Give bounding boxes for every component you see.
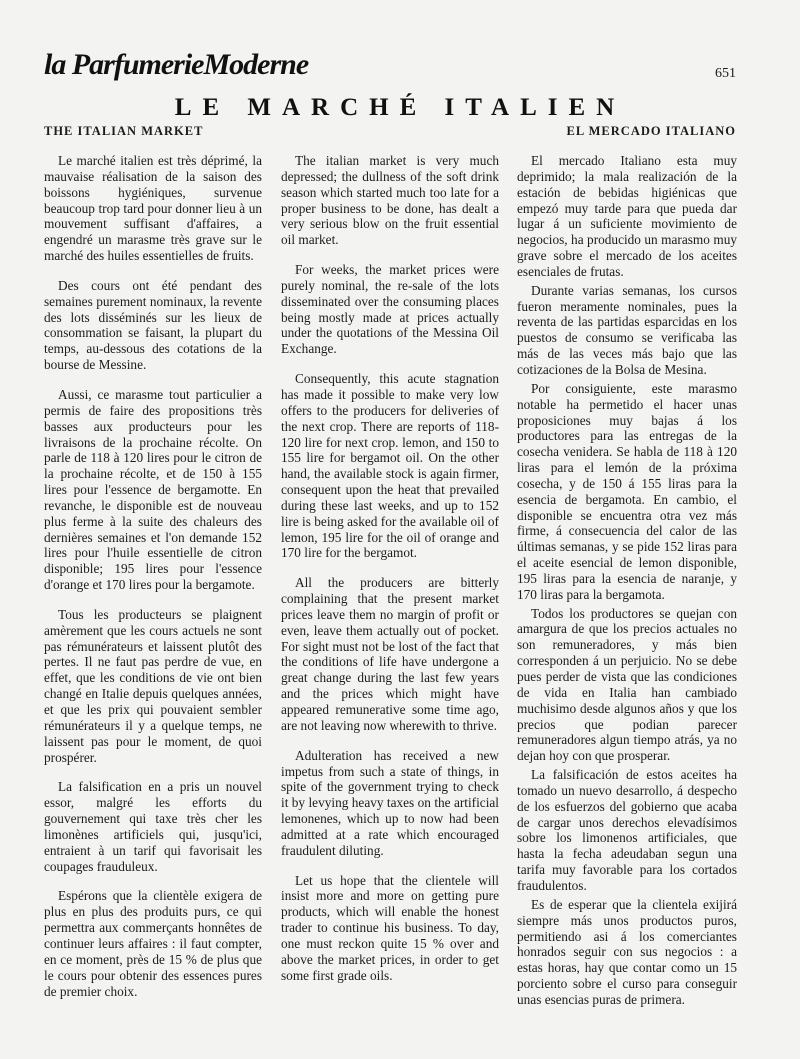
- paragraph: Espérons que la clientèle exigera de plus en plus des produits purs, ce qui permettra aux commerçants honnêtes de continuer leurs affaires : il faut compter, en ce moment, près de 15 % de plus que le cours pour obtenir des essences pures de premier choix.: [44, 888, 262, 999]
- paragraph: Adulteration has received a new impetus from such a state of things, in spite of the government trying to check it by levying heavy taxes on the artificial lemonenes, which up to now had been admitted at a rate which encouraged fraudulent diluting.: [281, 747, 499, 858]
- paragraph: For weeks, the market prices were purely nominal, the re-sale of the lots disseminated over the consuming places being mostly made at prices actually under the quotations of the Messina Oil Exchange.: [281, 262, 499, 357]
- masthead-logo: la ParfumerieModerne: [44, 48, 309, 81]
- paragraph: Aussi, ce marasme tout particulier a permis de faire des propositions très basses aux producteurs pour les livraisons de la prochaine récolte. On parle de 118 à 120 lires pour le citron de la prochaine récolte, et de 150 à 155 lires pour l'essence de bergamotte. En revanche, le disponible est de nouveau plus ferme à la suite des chaleurs des dernières semaines et l'on demande 152 lires pour l'huile essentielle de citron disponible; 195 lires pour l'essence d'orange et 170 lires pour la bergamote.: [44, 386, 262, 593]
- paragraph: The italian market is very much depressed; the dullness of the soft drink season which started much too late for a proper business to be done, has dealt a very serious blow on the fruit essential oil market.: [281, 153, 499, 248]
- paragraph: Consequently, this acute stagnation has made it possible to make very low offers to the producers for deliveries of the next crop. There are reports of 118-120 lire for next crop. lemon, and 150 to 155 lire for bergamot oil. On the other hand, the available stock is again firmer, consequent upon the heat that prevailed during these last weeks, and up to 152 lire is being asked for the available oil of lemon, 195 lire for the oil of orange and 170 lire for the bergamot.: [281, 371, 499, 561]
- subtitle-spanish: EL MERCADO ITALIANO: [566, 124, 736, 138]
- paragraph: Let us hope that the clientele will insist more and more on getting pure products, which will enable the honest trader to continue his business. To day, one must reckon quite 15 % over and above the market prices, in order to get some first grade oils.: [281, 872, 499, 983]
- paragraph: Durante varias semanas, los cursos fueron meramente nominales, pues la reventa de las partidas esparcidas en los puestos de consumo se verificaba las más de las veces más bajo que las cotizaciones de la Bolsa de Mesina.: [517, 282, 737, 377]
- paragraph: Des cours ont été pendant des semaines purement nominaux, la revente des lots disséminés sur les lieux de consommation se faisant, la plupart du temps, au-dessous des cotations de la bourse de Messine.: [44, 277, 262, 373]
- paragraph: Es de esperar que la clientela exijirá siempre más unos productos puros, permitiendo asi á los comerciantes honrados seguir con sus negocios : a estas horas, hay que contar como un 15 porciento sobre el curso para conseguir unas esencias puras de primera.: [517, 896, 737, 1007]
- column-spanish: [517, 153, 737, 1011]
- column-french: [44, 153, 262, 1013]
- paragraph: Todos los productores se quejan con amargura de que los precios actuales no son remuneradores, y más bien corresponden á un perjuicio. No se debe pues perder de vista que las condiciones de vida en Italia han cambiado muchisimo desde algunos años y que los precios que podian parecer remuneradores algun tiempo atrás, ya no dejan hoy con que prosperar.: [517, 605, 737, 764]
- page-number: 651: [715, 66, 736, 81]
- paragraph: La falsification en a pris un nouvel essor, malgré les efforts du gouvernement qui taxe très cher les limonènes artificiels qui, jusqu'ici, entraient à un tarif qui favorisait les coupages frauduleux.: [44, 779, 262, 874]
- article-title: LE MARCHÉ ITALIEN: [174, 94, 626, 121]
- paragraph: All the producers are bitterly complaining that the present market prices leave them no margin of profit or even, leave them actually out of pocket. For sight must not be lost of the fact that the conditions of life have undergone a great change during the last few years and the prices which might have appeared remunerative some time ago, are not leaving now wherewith to thrive.: [281, 575, 499, 733]
- paragraph: Por consiguiente, este marasmo notable ha permetido el hacer unas proposiciones muy bajas á los productores para las entregas de la cosecha venidera. Se habla de 118 à 120 liras para el lemón de la próxima cosecha, y de 150 á 155 liras para la esencia de bergamota. En cambio, el disponible se encuentra otra vez más firme, á consecuencia del calor de las últimas semanas, y se pide 152 liras para el aceite esencial de lemon disponible, 195 liras para la esencia de naranje, y 170 liras para la bergamota.: [517, 380, 737, 602]
- paragraph: Le marché italien est très déprimé, la mauvaise réalisation de la saison des boissons hygiéniques, survenue beaucoup trop tard pour donner lieu à un mouvement suffisant d'affaires, a engendré un marasme très grave sur le marché des huiles essentielles de fruits.: [44, 153, 262, 264]
- paragraph: La falsificación de estos aceites ha tomado un nuevo desarrollo, á despecho de los esfuerzos del gobierno que acaba de cargar unos derechos elevadísimos sobre los limonenos artificiales, que hasta la fecha adeudaban segun una tarifa muy favorable para los cortados fraudulentos.: [517, 767, 737, 893]
- subtitle-english: THE ITALIAN MARKET: [44, 124, 204, 138]
- paragraph: El mercado Italiano esta muy deprimido; la mala realización de la estación de bebidas higiénicas que empezó muy tarde para que pueda dar lugar á un suficiente movimiento de negocios, ha producido un marasmo muy grave sobre el mercado de los aceites esenciales de frutas.: [517, 153, 737, 279]
- paragraph: Tous les producteurs se plaignent amèrement que les cours actuels ne sont pas rémunérateurs et laissent plutôt des pertes. Il ne faut pas perdre de vue, en effet, que les conditions de vie ont bien changé en Italie depuis quelques années, et que les prix qui pouvaient sembler rémunérateurs il y a quelque temps, ne laissent pas pour le moment, de quoi prospérer.: [44, 606, 262, 765]
- column-english: [281, 153, 499, 998]
